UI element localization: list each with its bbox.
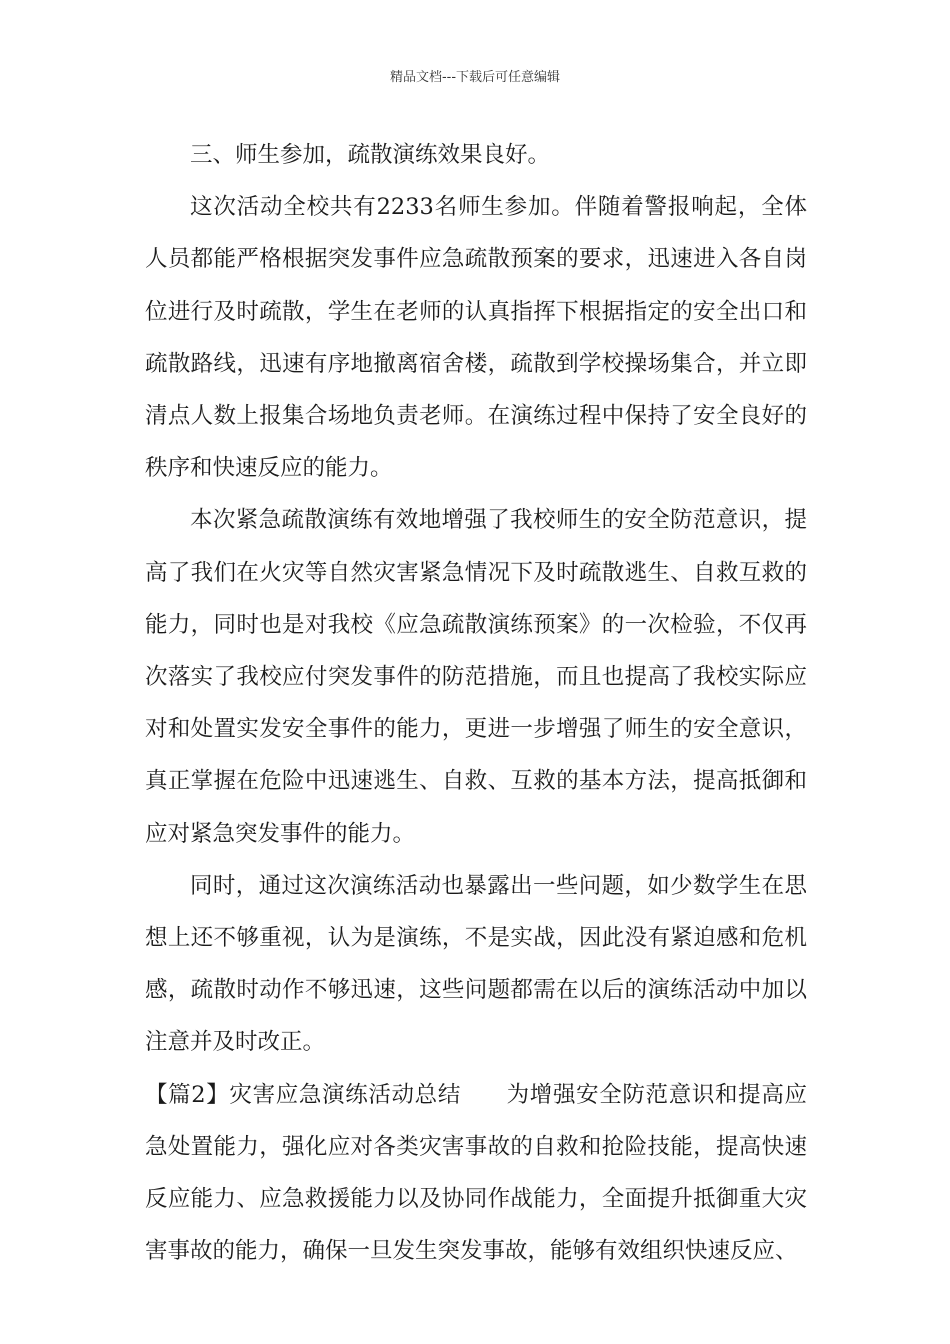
paragraph-effect: 本次紧急疏散演练有效地增强了我校师生的安全防范意识，提高了我们在火灾等自然灾害紧急情况下及时疏散逃生、自救互救的能力，同时也是对我校《应急疏散演练预案》的一次检验，不仅再次落实了我校应付突发事件的防范措施，而且也提高了我校实际应对和处置实发安全事件的能力，更进一步增强了师生的安全意识，真正掌握在危险中迅速逃生、自救、互救的基本方法，提高抵御和应对紧急突发事件的能力。 xyxy=(145,507,807,847)
paragraph-article-2 xyxy=(145,1069,807,1278)
document-body xyxy=(145,129,807,1277)
paragraph-participation: 这次活动全校共有2233名师生参加。伴随着警报响起，全体人员都能严格根据突发事件应急疏散预案的要求，迅速进入各自岗位进行及时疏散，学生在老师的认真指挥下根据指定的安全出口和疏散路线，迅速有序地撤离宿舍楼，疏散到学校操场集合，并立即清点人数上报集合场地负责老师。在演练过程中保持了安全良好的秩序和快速反应的能力。 xyxy=(145,194,807,482)
paragraph-section-heading: 三、师生参加，疏散演练效果良好。 xyxy=(190,142,551,168)
page-header: 精品文档---下载后可任意编辑 xyxy=(389,70,561,85)
paragraph-problems: 同时，通过这次演练活动也暴露出一些问题，如少数学生在思想上还不够重视，认为是演练，不是实战，因此没有紧迫感和危机感，疏散时动作不够迅速，这些问题都需在以后的演练活动中加以注意并及时改正。 xyxy=(145,872,807,1056)
article-2-title: 【篇2】灾害应急演练活动总结 xyxy=(145,1081,461,1108)
article-2-text: 为增强安全防范意识和提高应急处置能力，强化应对各类灾害事故的自救和抢险技能，提高快速反应能力、应急救援能力以及协同作战能力，全面提升抵御重大灾害事故的能力，确保一旦发生突发事故，能够有效组织快速反应、 xyxy=(145,1081,807,1265)
